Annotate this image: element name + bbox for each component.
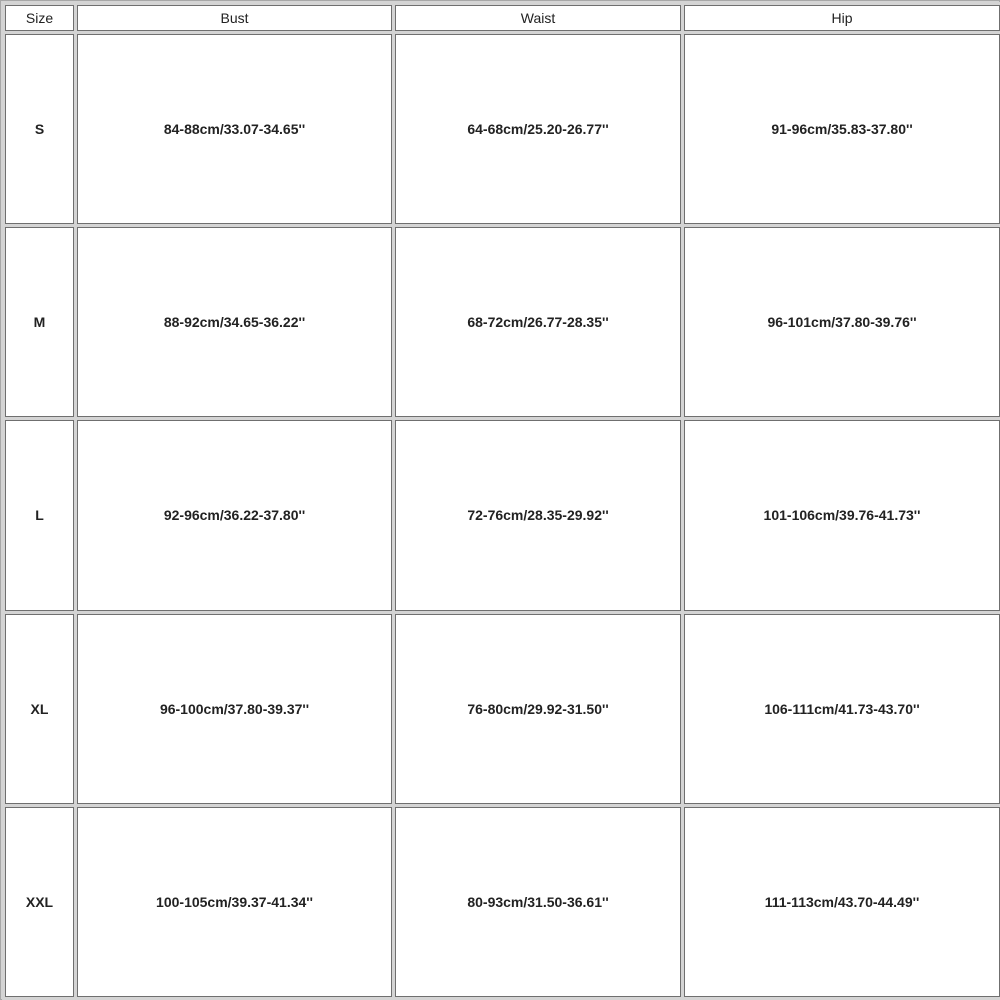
bust-cell: 84-88cm/33.07-34.65'' — [77, 34, 392, 224]
header-bust: Bust — [77, 5, 392, 31]
table-row — [5, 227, 1000, 417]
hip-cell: 101-106cm/39.76-41.73'' — [684, 420, 1000, 610]
size-cell: XXL — [5, 807, 74, 997]
hip-cell: 111-113cm/43.70-44.49'' — [684, 807, 1000, 997]
size-cell: S — [5, 34, 74, 224]
table-row — [5, 807, 1000, 997]
hip-cell: 106-111cm/41.73-43.70'' — [684, 614, 1000, 804]
size-cell: L — [5, 420, 74, 610]
waist-cell: 64-68cm/25.20-26.77'' — [395, 34, 681, 224]
bust-cell: 96-100cm/37.80-39.37'' — [77, 614, 392, 804]
bust-cell: 88-92cm/34.65-36.22'' — [77, 227, 392, 417]
hip-cell: 91-96cm/35.83-37.80'' — [684, 34, 1000, 224]
waist-cell: 68-72cm/26.77-28.35'' — [395, 227, 681, 417]
waist-cell: 72-76cm/28.35-29.92'' — [395, 420, 681, 610]
size-chart-table — [2, 2, 1000, 1000]
hip-cell: 96-101cm/37.80-39.76'' — [684, 227, 1000, 417]
header-size: Size — [5, 5, 74, 31]
waist-cell: 80-93cm/31.50-36.61'' — [395, 807, 681, 997]
size-cell: M — [5, 227, 74, 417]
table-row — [5, 420, 1000, 610]
header-hip: Hip — [684, 5, 1000, 31]
table-header-row — [5, 5, 1000, 31]
size-cell: XL — [5, 614, 74, 804]
bust-cell: 100-105cm/39.37-41.34'' — [77, 807, 392, 997]
waist-cell: 76-80cm/29.92-31.50'' — [395, 614, 681, 804]
table-row — [5, 34, 1000, 224]
table-row — [5, 614, 1000, 804]
bust-cell: 92-96cm/36.22-37.80'' — [77, 420, 392, 610]
header-waist: Waist — [395, 5, 681, 31]
